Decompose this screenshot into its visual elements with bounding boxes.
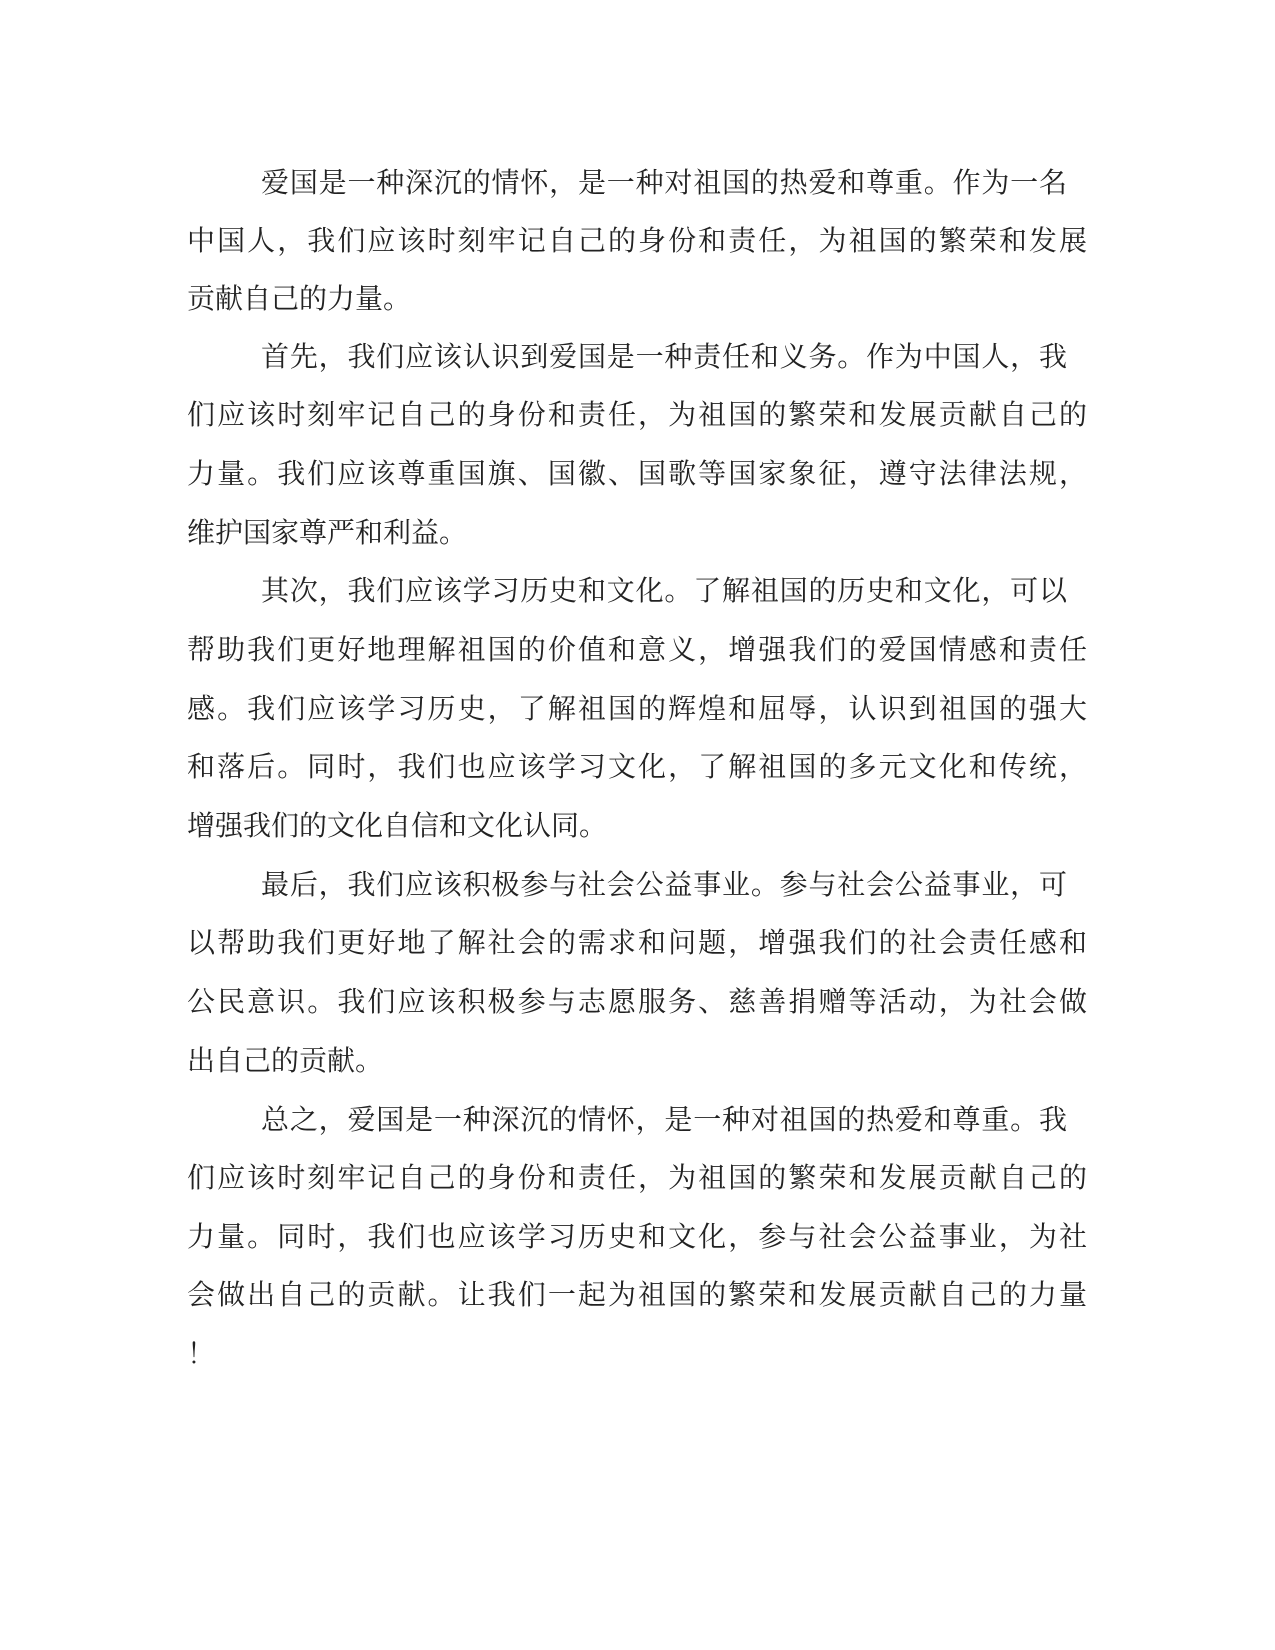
- paragraph-5-line-5: ！: [187, 1337, 216, 1370]
- paragraph-1-line-2: 中国人，我们应该时刻牢记自己的身份和责任，为祖国的繁荣和发展: [187, 224, 1087, 257]
- paragraph-4-line-3: 公民意识。我们应该积极参与志愿服务、慈善捐赠等活动，为社会做: [187, 985, 1087, 1018]
- paragraph-1-line-3: 贡献自己的力量。: [187, 282, 412, 315]
- paragraph-5-line-4: 会做出自己的贡献。让我们一起为祖国的繁荣和发展贡献自己的力量: [187, 1278, 1087, 1311]
- paragraph-2-line-2: 们应该时刻牢记自己的身份和责任，为祖国的繁荣和发展贡献自己的: [187, 398, 1087, 431]
- paragraph-3-line-1: 其次，我们应该学习历史和文化。了解祖国的历史和文化，可以: [261, 574, 1067, 607]
- paragraph-3-line-4: 和落后。同时，我们也应该学习文化，了解祖国的多元文化和传统，: [187, 750, 1087, 783]
- paragraph-4-line-1: 最后，我们应该积极参与社会公益事业。参与社会公益事业，可: [261, 868, 1067, 901]
- paragraph-4-line-4: 出自己的贡献。: [187, 1044, 384, 1077]
- paragraph-2-line-3: 力量。我们应该尊重国旗、国徽、国歌等国家象征，遵守法律法规，: [187, 457, 1087, 490]
- paragraph-3-line-2: 帮助我们更好地理解祖国的价值和意义，增强我们的爱国情感和责任: [187, 633, 1087, 666]
- paragraph-5-line-2: 们应该时刻牢记自己的身份和责任，为祖国的繁荣和发展贡献自己的: [187, 1161, 1087, 1194]
- paragraph-1-line-1: 爱国是一种深沉的情怀，是一种对祖国的热爱和尊重。作为一名: [261, 166, 1067, 199]
- paragraph-2-line-4: 维护国家尊严和利益。: [187, 516, 468, 549]
- paragraph-3-line-5: 增强我们的文化自信和文化认同。: [187, 809, 608, 842]
- paragraph-5-line-1: 总之，爱国是一种深沉的情怀，是一种对祖国的热爱和尊重。我: [261, 1103, 1067, 1136]
- paragraph-2-line-1: 首先，我们应该认识到爱国是一种责任和义务。作为中国人，我: [261, 340, 1067, 373]
- paragraph-3-line-3: 感。我们应该学习历史，了解祖国的辉煌和屈辱，认识到祖国的强大: [187, 692, 1087, 725]
- paragraph-5-line-3: 力量。同时，我们也应该学习历史和文化，参与社会公益事业，为社: [187, 1220, 1087, 1253]
- paragraph-4-line-2: 以帮助我们更好地了解社会的需求和问题，增强我们的社会责任感和: [187, 926, 1087, 959]
